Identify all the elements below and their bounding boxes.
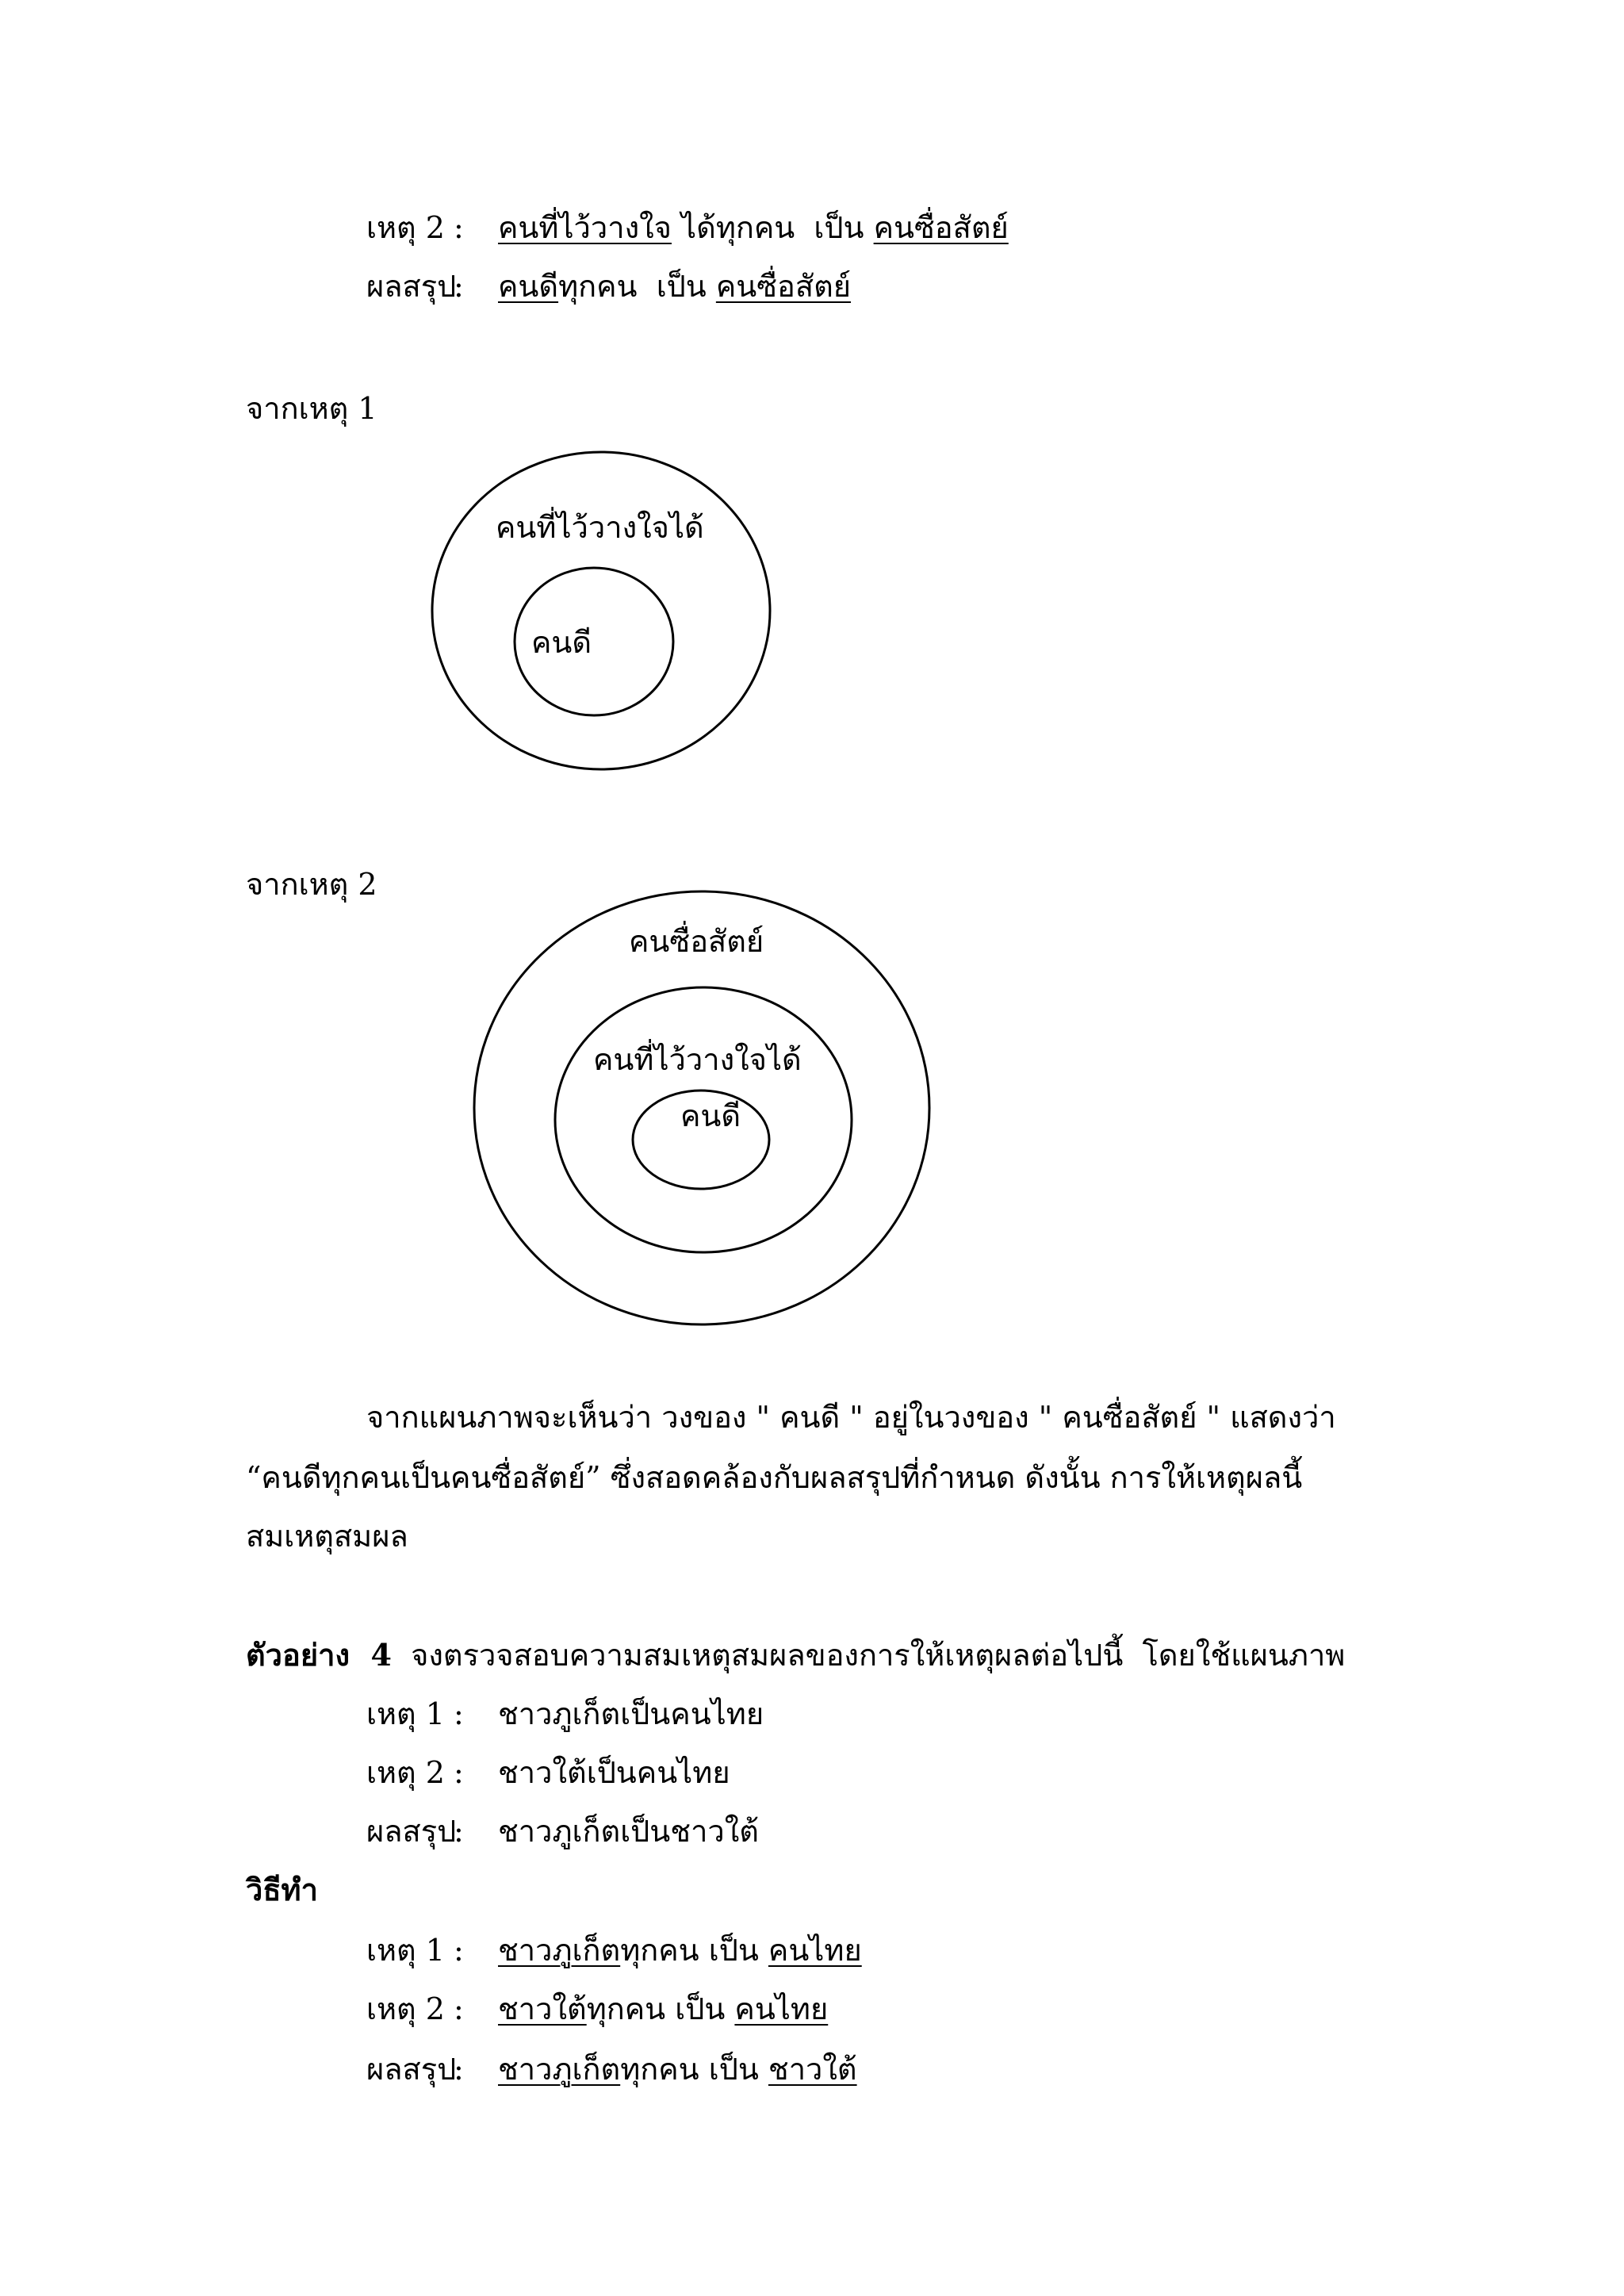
conclusion-colon: : xyxy=(454,269,464,304)
diagram1-outer-label: คนที่ไว้วางใจได้ xyxy=(496,510,704,545)
premise-label: เหตุ 1 xyxy=(366,1933,445,1968)
premise-label: เหตุ 1 xyxy=(366,1696,445,1731)
premise-colon: : xyxy=(454,1696,464,1731)
premise-term-2: คนไทย xyxy=(768,1933,862,1968)
method-premise-1 xyxy=(366,1930,862,1970)
premise-colon: : xyxy=(454,210,464,245)
example4-title xyxy=(246,1635,1345,1675)
conclusion-label: ผลสรุป xyxy=(366,2052,457,2087)
method-conclusion xyxy=(366,2049,857,2089)
diagram2-middle-label: คนที่ไว้วางใจได้ xyxy=(593,1042,802,1077)
premise-label: เหตุ 2 xyxy=(366,1991,445,2026)
diagram1-inner-label: คนดี xyxy=(531,625,592,660)
example4-instruction: จงตรวจสอบความสมเหตุสมผลของการให้เหตุผลต่อไปนี้ โดยใช้แผนภาพ xyxy=(391,1638,1346,1673)
explanation-line-3: สมเหตุสมผล xyxy=(246,1519,408,1554)
premise-text: ชาวภูเก็ตเป็นคนไทย xyxy=(498,1696,764,1731)
diagram2-inner-label: คนดี xyxy=(680,1098,741,1133)
conclusion-text: ชาวภูเก็ตเป็นชาวใต้ xyxy=(498,1814,759,1849)
premise-text: ทุกคน เป็น xyxy=(586,1991,735,2026)
premise-colon: : xyxy=(454,1991,464,2026)
diagram2-outer-label: คนซื่อสัตย์ xyxy=(629,924,764,959)
diagram1 xyxy=(432,452,770,769)
premise-label: เหตุ 2 xyxy=(366,1755,445,1790)
example4-label: ตัวอย่าง 4 xyxy=(246,1637,392,1673)
premise-term-2: คนซื่อสัตย์ xyxy=(873,210,1009,245)
conclusion-colon: : xyxy=(454,2052,464,2087)
diagram2 xyxy=(474,891,929,1324)
conclusion-term-1: คนดี xyxy=(498,269,559,304)
premise-term-2: คนไทย xyxy=(734,1991,829,2026)
premise-label: เหตุ 2 xyxy=(366,210,445,245)
method-premise-2 xyxy=(366,1989,828,2029)
conclusion-term-2: คนซื่อสัตย์ xyxy=(715,269,852,304)
premise-text: ได้ทุกคน เป็น xyxy=(671,210,874,245)
conclusion-label: ผลสรุป xyxy=(366,269,457,304)
premise-colon: : xyxy=(454,1755,464,1790)
premise-term-1: ชาวใต้ xyxy=(498,1991,587,2026)
diagram1-heading: จากเหตุ 1 xyxy=(246,391,377,426)
explanation-line-1: จากแผนภาพจะเห็นว่า วงของ " คนดี " อยู่ในวงของ " คนซื่อสัตย์ " แสดงว่า xyxy=(366,1400,1336,1435)
premise-text: ชาวใต้เป็นคนไทย xyxy=(498,1755,730,1790)
example4-conclusion xyxy=(366,1811,759,1851)
conclusion-label: ผลสรุป xyxy=(366,1814,457,1849)
conclusion-colon: : xyxy=(454,1814,464,1849)
example4-premise-2 xyxy=(366,1753,730,1792)
premise-text: ทุกคน เป็น xyxy=(620,1933,768,1968)
conclusion-text: ทุกคน เป็น xyxy=(558,269,716,304)
premise-colon: : xyxy=(454,1933,464,1968)
premise-term-1: ชาวภูเก็ต xyxy=(498,1933,621,1968)
conclusion-term-1: ชาวภูเก็ต xyxy=(498,2052,621,2087)
explanation-line-2: “คนดีทุกคนเป็นคนซื่อสัตย์” ซึ่งสอดคล้องกับผลสรุปที่กำหนด ดังนั้น การให้เหตุผลนี้ xyxy=(246,1460,1303,1495)
diagram2-heading: จากเหตุ 2 xyxy=(246,867,377,902)
method-heading: วิธีทำ xyxy=(246,1872,318,1907)
conclusion-term-2: ชาวใต้ xyxy=(768,2052,857,2087)
premise-term-1: คนที่ไว้วางใจ xyxy=(498,210,672,245)
conclusion-text: ทุกคน เป็น xyxy=(620,2052,768,2087)
example4-premise-1 xyxy=(366,1694,764,1734)
diagram1-outer-circle xyxy=(432,452,770,769)
